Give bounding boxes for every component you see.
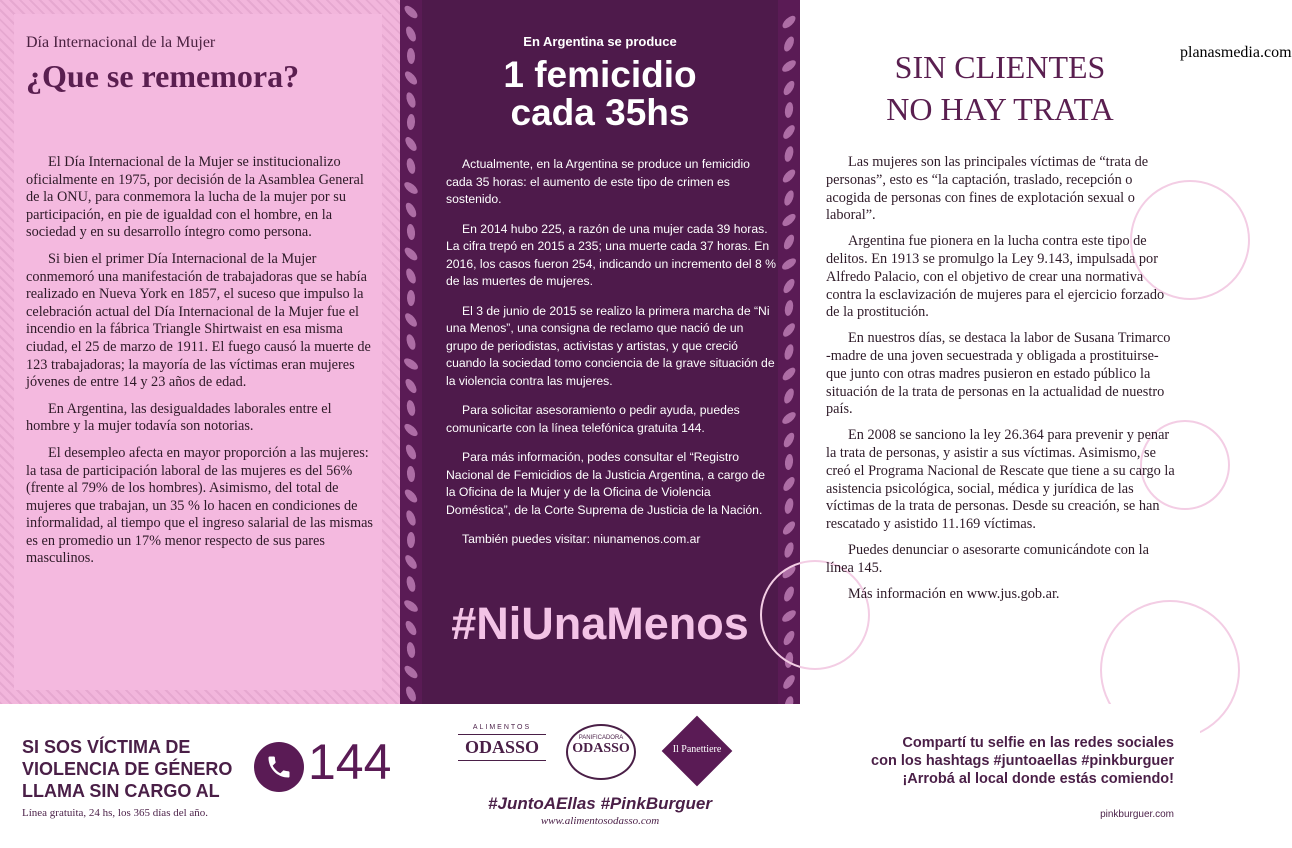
niunamenos-hashtag: #NiUnaMenos — [451, 598, 749, 649]
leaf-decoration — [781, 519, 798, 536]
logo-odasso-small: ALIMENTOS — [472, 724, 532, 731]
leaf-decoration — [404, 201, 419, 219]
leaf-decoration — [402, 4, 419, 21]
column1-paragraph: En Argentina, las desigualdades laborales entre el hombre y la mujer todavía son notorias. — [26, 400, 332, 435]
leaf-decoration — [406, 224, 416, 241]
column2-title-line2: cada 35hs — [510, 92, 690, 133]
column2-paragraph: Para solicitar asesoramiento o pedir ayuda, puedes comunicarte con la línea telefónica gratuita 144. — [446, 403, 740, 435]
column2-paragraph: También puedes visitar: niunamenos.com.ar — [462, 532, 701, 546]
leaf-decoration — [783, 541, 796, 559]
leaf-decoration — [403, 487, 420, 504]
column1-paragraph: Si bien el primer Día Internacional de la Mujer conmemoró una manifestación de trabajadoras que se había realizado en Nueva York en 1857, el suceso que impulso la celebración actual del Día Internacional de la Mujer fue el incendio en la fábrica Triangle Shirtwaist en esa misma ciudad, el 25 de marzo de 1911. El fuego causó la muerte de 123 trabajadoras; la mayoría de las víctimas eran mujeres jóvenes de entre 14 y 23 años de edad. — [26, 250, 371, 391]
column2-title — [400, 56, 800, 132]
leaf-decoration — [404, 443, 418, 461]
column3-paragraph: Argentina fue pionera en la lucha contra este tipo de delitos. En 1913 se promulgo la Ley 9.143, impulsada por Alfredo Palacio, con el objetivo de crear una normativa contra la esclavización de mujeres para el ejercicio forzado de la prostitución. — [826, 233, 1165, 321]
leaf-decoration — [781, 167, 798, 184]
leaf-decoration — [402, 180, 419, 196]
leaf-decoration — [784, 454, 794, 471]
logo-pan-big: ODASSO — [572, 741, 630, 756]
column3-title-line1: SIN CLIENTES — [894, 49, 1106, 85]
odasso-website: www.alimentosodasso.com — [540, 815, 660, 827]
leaf-decoration — [404, 509, 417, 527]
leaf-decoration — [784, 299, 795, 316]
selfie-callout — [794, 734, 1174, 788]
column3-paragraph: En 2008 se sanciono la ley 26.364 para prevenir y penar la trata de personas, y asistir a sus víctimas. Asimismo, se creó el Programa Nacional de Rescate que tiene a su cargo la asistencia psicológica, social, médica y jurídica de las víctimas de la trata de personas. Desde su creación, se han rescatado y asistido 11.169 víctimas. — [826, 427, 1175, 533]
leaf-decoration — [780, 14, 797, 31]
selfie-line: ¡Arrobá al local donde estás comiendo! — [902, 771, 1174, 787]
campaign-hashtags: #JuntoAEllas #PinkBurguer — [488, 794, 712, 813]
column2-paragraph: Para más información, podes consultar el “Registro Nacional de Femicidios de la Justicia Argentina, a cargo de la Oficina de la Mujer y de la Oficina de Violencia Doméstica”, de la Corte Suprema de Justicia de la Nación. — [446, 450, 766, 517]
leaf-decoration — [406, 399, 417, 416]
column-femicidios — [400, 0, 800, 704]
leaf-decoration — [782, 387, 796, 405]
leaf-decoration — [782, 431, 797, 449]
leaf-decoration — [780, 212, 797, 229]
leaf-decoration — [405, 157, 416, 174]
column2-paragraph: Actualmente, en la Argentina se produce un femicidio cada 35 horas: el aumento de este tipo de crimen es sostenido. — [446, 157, 750, 206]
column2-body — [446, 156, 776, 561]
leaf-decoration — [403, 311, 419, 328]
phone-icon — [254, 742, 304, 792]
leaf-decoration — [405, 333, 417, 351]
column1-title: ¿Que se rememora? — [26, 58, 300, 94]
leaf-decoration — [780, 410, 797, 426]
column3-title — [800, 46, 1200, 130]
leaf-decoration — [781, 673, 797, 691]
pinkburguer-website: pinkburguer.com — [1100, 809, 1174, 820]
column3-paragraph: Las mujeres son las principales víctimas de “trata de personas”, esto es “la captación, traslado, recepción o acogida de personas con fines de explotación sexual o laboral”. — [826, 154, 1149, 224]
column2-paragraph: En 2014 hubo 225, a razón de una mujer cada 39 horas. La cifra trepó en 2015 a 235; una muerte cada 37 horas. En 2016, los casos fueron 254, indicando un incremento del 8 % de las muertes de mujeres. — [446, 221, 776, 288]
leaf-decoration — [403, 553, 419, 571]
leaf-decoration — [402, 422, 419, 439]
selfie-line: con los hashtags #juntoaellas #pinkburguer — [871, 753, 1174, 769]
leaf-decoration — [402, 356, 420, 372]
helpline-headline-line: LLAMA SIN CARGO AL — [22, 781, 220, 801]
column3-paragraph: Puedes denunciar o asesorarte comunicándote con la línea 145. — [826, 541, 1149, 576]
leaf-decoration — [407, 290, 415, 306]
leaf-decoration — [783, 145, 795, 163]
column1-body — [26, 154, 376, 577]
leaf-decoration — [405, 575, 417, 593]
alimentos-odasso-logo — [452, 724, 552, 784]
column2-paragraph: El 3 de junio de 2015 se realizo la primera marcha de “Ni una Menos”, una consigna de reclamo que nació de un grupo de periodistas, activistas y artistas, y que creció cuando la sociedad tomo conciencia de la grave situación de la violencia contra las mujeres. — [446, 303, 775, 388]
column3-title-line2: NO HAY TRATA — [886, 91, 1114, 127]
column1-paragraph: El Día Internacional de la Mujer se institucionalizo oficialmente en 1975, por decisión de la Asamblea General de la ONU, para conmemora la lucha de la mujer por su participación, en pie de igualdad con el hombre, en la sociedad y en su desarrollo íntegro como persona. — [26, 154, 364, 241]
logo-pan-small: PANIFICADORA — [578, 735, 624, 741]
leaf-decoration — [782, 233, 796, 251]
leaf-decoration — [404, 685, 418, 703]
leaf-decoration — [781, 366, 798, 383]
logo-odasso-big: ODASSO — [458, 734, 546, 761]
column-que-se-rememora — [0, 0, 400, 704]
column2-title-line1: 1 femicidio — [503, 54, 697, 95]
helpline-note: Línea gratuita, 24 hs, los 365 días del año. — [22, 807, 209, 819]
leaf-decoration — [407, 532, 415, 548]
pink-text-panel — [14, 14, 382, 690]
leaf-decoration — [781, 277, 796, 295]
column1-paragraph: El desempleo afecta en mayor proporción a las mujeres: la tasa de participación laboral de las mujeres es del 56% (frente al 79% de los hombres). Asimismo, del total de mujeres que trabajan, un 35 % lo hacen en condiciones de informalidad, al tiempo que el ingreso salarial de las mismas es en promedio un 17% menor respecto de sus pares masculinos. — [26, 444, 373, 567]
leaf-decoration — [402, 664, 419, 681]
leaf-decoration — [403, 246, 420, 263]
helpline-headline — [22, 736, 262, 802]
column2-kicker: En Argentina se produce — [523, 34, 677, 49]
helpline-number: 144 — [308, 734, 392, 790]
column3-paragraph: En nuestros días, se destaca la labor de Susana Trimarco -madre de una joven secuestrada y obligada a prostituirse- que junto con otras madres pusieron en estado público la situación de la trata de personas en la actualidad de nuestro país. — [826, 330, 1171, 418]
leaf-decoration — [781, 475, 797, 493]
column3-paragraph: Más información en www.jus.gob.ar. — [848, 585, 1060, 602]
side-credit: planasmedia.com — [1180, 44, 1292, 61]
panificadora-odasso-logo — [566, 724, 636, 780]
leaf-decoration — [403, 377, 418, 395]
leaf-decoration — [783, 497, 794, 514]
helpline-headline-line: VIOLENCIA DE GÉNERO — [22, 759, 233, 779]
column3-body — [826, 154, 1176, 611]
leaf-decoration — [780, 256, 798, 272]
leaf-decoration — [406, 466, 415, 483]
leaf-decoration — [782, 189, 795, 207]
footer-band — [0, 704, 1200, 848]
leaf-decoration — [403, 135, 419, 153]
selfie-line: Compartí tu selfie en las redes sociales — [902, 735, 1174, 751]
leaf-decoration — [781, 321, 797, 338]
leaf-decoration — [404, 267, 418, 285]
il-panettiere-label: Il Panettiere — [672, 744, 722, 755]
column1-kicker: Día Internacional de la Mujer — [26, 34, 216, 51]
leaf-decoration — [783, 343, 795, 361]
helpline-headline-line: SI SOS VÍCTIMA DE — [22, 737, 191, 757]
